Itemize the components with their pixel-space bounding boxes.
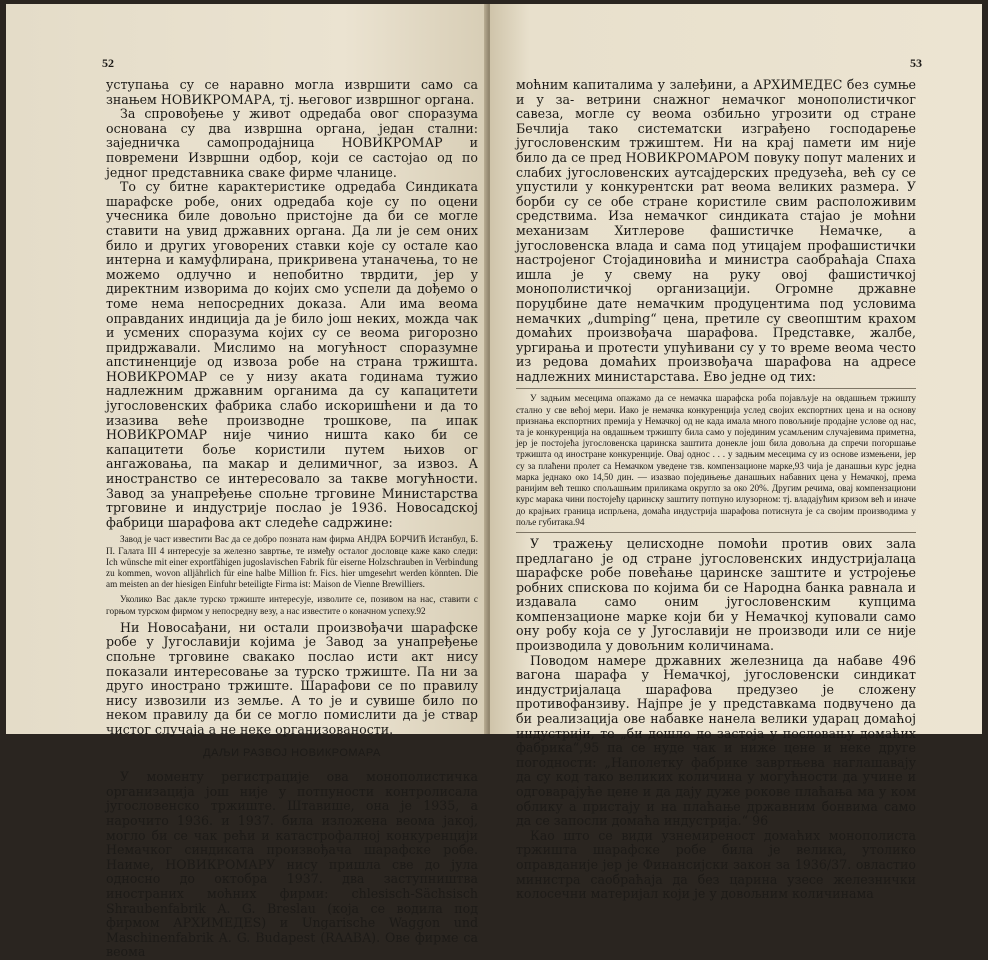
- right-text-column: [516, 78, 916, 902]
- left-text-column: [106, 78, 478, 960]
- paragraph: У тражењу целисходне помоћи против ових зала предлагано је од стране југословенских индустријалаца шарафске робе повећање царинске заштите и устројење робних спискова по којима би се Народна банка равнала и издавала само оним југословенским купцима компензационе марке који би у Немачкој куповали само ону робу која се у Југославији не производи или се није производила у довољним количинама.: [516, 535, 916, 654]
- paragraph: Поводом намере државних железница да набаве 496 вагона шарафа у Немачкој, југословенски синдикат индустријалаца шарафова предузео је сложену противофанзиву. Најпре је у представкама подвучено да би реализација ове набавке нанела велики ударац домаћој индустрији, те „би дошло до застоја у пословању домаћих фабрика“,95 па се нуде чак и ниже цене и неке друге погодности: „Наполетку фабрике завртњева наглашавају да су код тако великих количина у могућности да учине и одговарајуће цене и да дају дуже рокове плаћања ма у ком облику а пристају и на плаћање државним бонвима само да се запосли домаћа индустрија.“ 96: [516, 652, 916, 829]
- paragraph: То су битне карактеристике одредаба Синдиката шарафске робе, оних одредаба које су по оцени учесника биле довољно пристојне да би се могле ставити на увид државних органа. Да ли је сем оних било и других уговорених ставки које су остале као интерна и камуфлирана, прикривена утаначења, то не можемо одлучно и непобитно тврдити, јер у директним изворима до којих смо успели да дођемо о томе нема непосредних доказа. Али има веома оправданих индиција да је било још неких, можда чак и усмених споразума којих су се веома ригорозно придржавали. Мислимо на могућност споразумне апстиненције од извоза робе на страна тржишта. НОВИКРОМАР се у низу аката годинама тужио надлежним државним органима да су капацитети југословенских фабрика слабо искоришћени и да то изазива веће производне трошкове, па ипак НОВИКРОМАР није чинио ништа како би се капацитети боље користили путем њихов ог ангажовања, па макар и делимичног, за извоз. А иностранство се интересовало за такве могућности. Завод за унапређење спољне трговине Министарства трговине и индустрије послао је 1936. Новосадској фабрици шарафова акт следеће садржине:: [106, 179, 478, 530]
- paragraph: уступања су се наравно могла извршити само са знањем НОВИКРОМАРА, тј. његовог извршног органа.: [106, 77, 478, 107]
- quote-divider: [516, 532, 916, 533]
- left-page: [6, 4, 490, 960]
- section-heading: ДАЉИ РАЗВОЈ НОВИКРОМАРА: [203, 746, 381, 759]
- paragraph: Као што се види узнемиреност домаћих монополиста тржишта шарафске робе била је велика, утолико оправданије јер је Финансијски закон за 1936/37. овластио министра саобраћаја да без царина узесе железнички колосечни материјал који је у довољним количинама: [516, 827, 916, 902]
- quote-divider: [516, 388, 916, 389]
- paragraph: За спровођење у живот одредаба овог споразума основана су два извршна органа, један стални: заједничка самопродајница НОВИКРОМАР и повремени Извршни одбор, који се састојао од по једног представника сваке фирме чланице.: [106, 106, 478, 180]
- block-quote: Завод је част известити Вас да се добро позната нам фирма АНДРА БОРЧИЋ Истанбул, Б. П. Галата III 4 интересује за железно завртње, те између осталог дословце каже како следи: Ich wünsche mit einer exportfähigen jugoslavischen Fabrik für eiserne Holzschrauben in Verbindung zu kommen, wovon alljährlich für eine halbe Million fr. Fics. hier umgesehrt werden könnten. Die am meisten an der hiesigen Einfuhr beteiligte Firma ist: Maison de Vienne Brewilliers.: [106, 534, 478, 590]
- right-page: [490, 4, 982, 902]
- left-page-number: 52: [102, 56, 114, 70]
- block-quote: Уколико Вас дакле турско тржиште интересује, изволите се, позивом на нас, ставити с горњом турском фирмом у непосредну везу, а нас известите о коначном успеху.92: [106, 594, 478, 616]
- paragraph: Ни Новосађани, ни остали произвођачи шарафске робе у Југославији којима је Завод за унапређење спољне трговине свакако послао исти акт нису показали интересовање за турско тржиште. Па ни за друго иностранo тржиште. Шарафови се по правилу нису извозили из земље. А то је и сувише било по неком правилу да би се могло помислити да је ствар чистог случаја а не неке организованости.: [106, 619, 478, 737]
- paragraph: моћним капиталима у залеђини, а АРХИМЕДЕС без сумње и у за- ветрини снажног немачког монополистичког савеза, могле су веома озбиљно угрозити од стране Бечлија тако систематски изграђено господарење југословенским тржиштем. Ни на крај памети им није било да се пред НОВИКРОМАРОМ повуку попут малених и слабих југословенских аутсајдерских предузећа, већ су се упустили у конкурентски рат веома великих размера. У борби су се обе стране користиле свим расположивим средствима. Иза немачког синдиката стајао је моћни механизам Хитлерове фашистичке Немачке, а југословенска влада и сама под утицајем профашистички настројеног Стојадиновића и министра саобраћаја Спаха ишла је у свему на руку овој фашистичкој монополистичкој организацији. Огромне државне поруџбине дате немачким продуцентима под условима немачких „dumping“ цена, претиле су свеопштим крахом домаћих произвођача шарафова. Представке, жалбе, ургирања и протести упућивани су у то време веома често из редова домаћих произвођача шарафова на адресе надлежних министарстава. Ево једне од тих:: [516, 77, 916, 384]
- block-quote: У задњим месецима опажамо да се немачка шарафска роба појављује на овдашњем тржишту стално у све већој мери. Иако је немачка конкуренција услед својих експортних цена и на основу признања експортних премија у Немачкој од не када имала много повољније продајне услове од нас, та је конкуренција на овдашњем тржишту била само у појединим усамљеним случајевима приметна, јер је постојећа југословенска царинска заштита донекле још била довољна да спречи погоршање тржишта од иностране конкуренције. Овај однос . . . у задњим месецима су из основе измењени, јер су за плаћени пролет са Немачком уведене тзв. компензационе марке,93 чија је данашњи курс једна марка једнако око 14,50 дин. — изазвао поједињење данашњих набавних цена у Немачкој, према ранијим већ тешко спољашњим приликама округло за око 20%. Другим речима, овај компензациони курс марака чини постојећу царинску заштиту потпуно илузорном: тј. владајућим кризом већ и иначе до крајњих граница испрљена, домаћа индустрија шарафова потиснута је са својим производима у поље губитака.94: [516, 393, 916, 527]
- paragraph: У моменту регистрације ова монополистичка организација још није у потпуности контролисала југословенско тржиште. Штавише, она је 1935, а нарочито 1936. и 1937. била изложена веома јакој, могло би се чак рећи и катастрофалној конкуренцији Немачког синдиката произвођача шарафске робе. Наиме, НОВИКРОМАРУ нису пришла све до јула односно до октобра 1937. два заступништва иностраних моћних фирми: chlesisch-Sächsisch Shraubenfabrik A. G. Breslau (која се водила под фирмом АРХИМЕДЕS) и Ungarische Waggon und Maschinenfabrik A. G. Budapest (RAABA). Ове фирме са веома: [106, 769, 478, 960]
- right-page-number: 53: [910, 56, 922, 70]
